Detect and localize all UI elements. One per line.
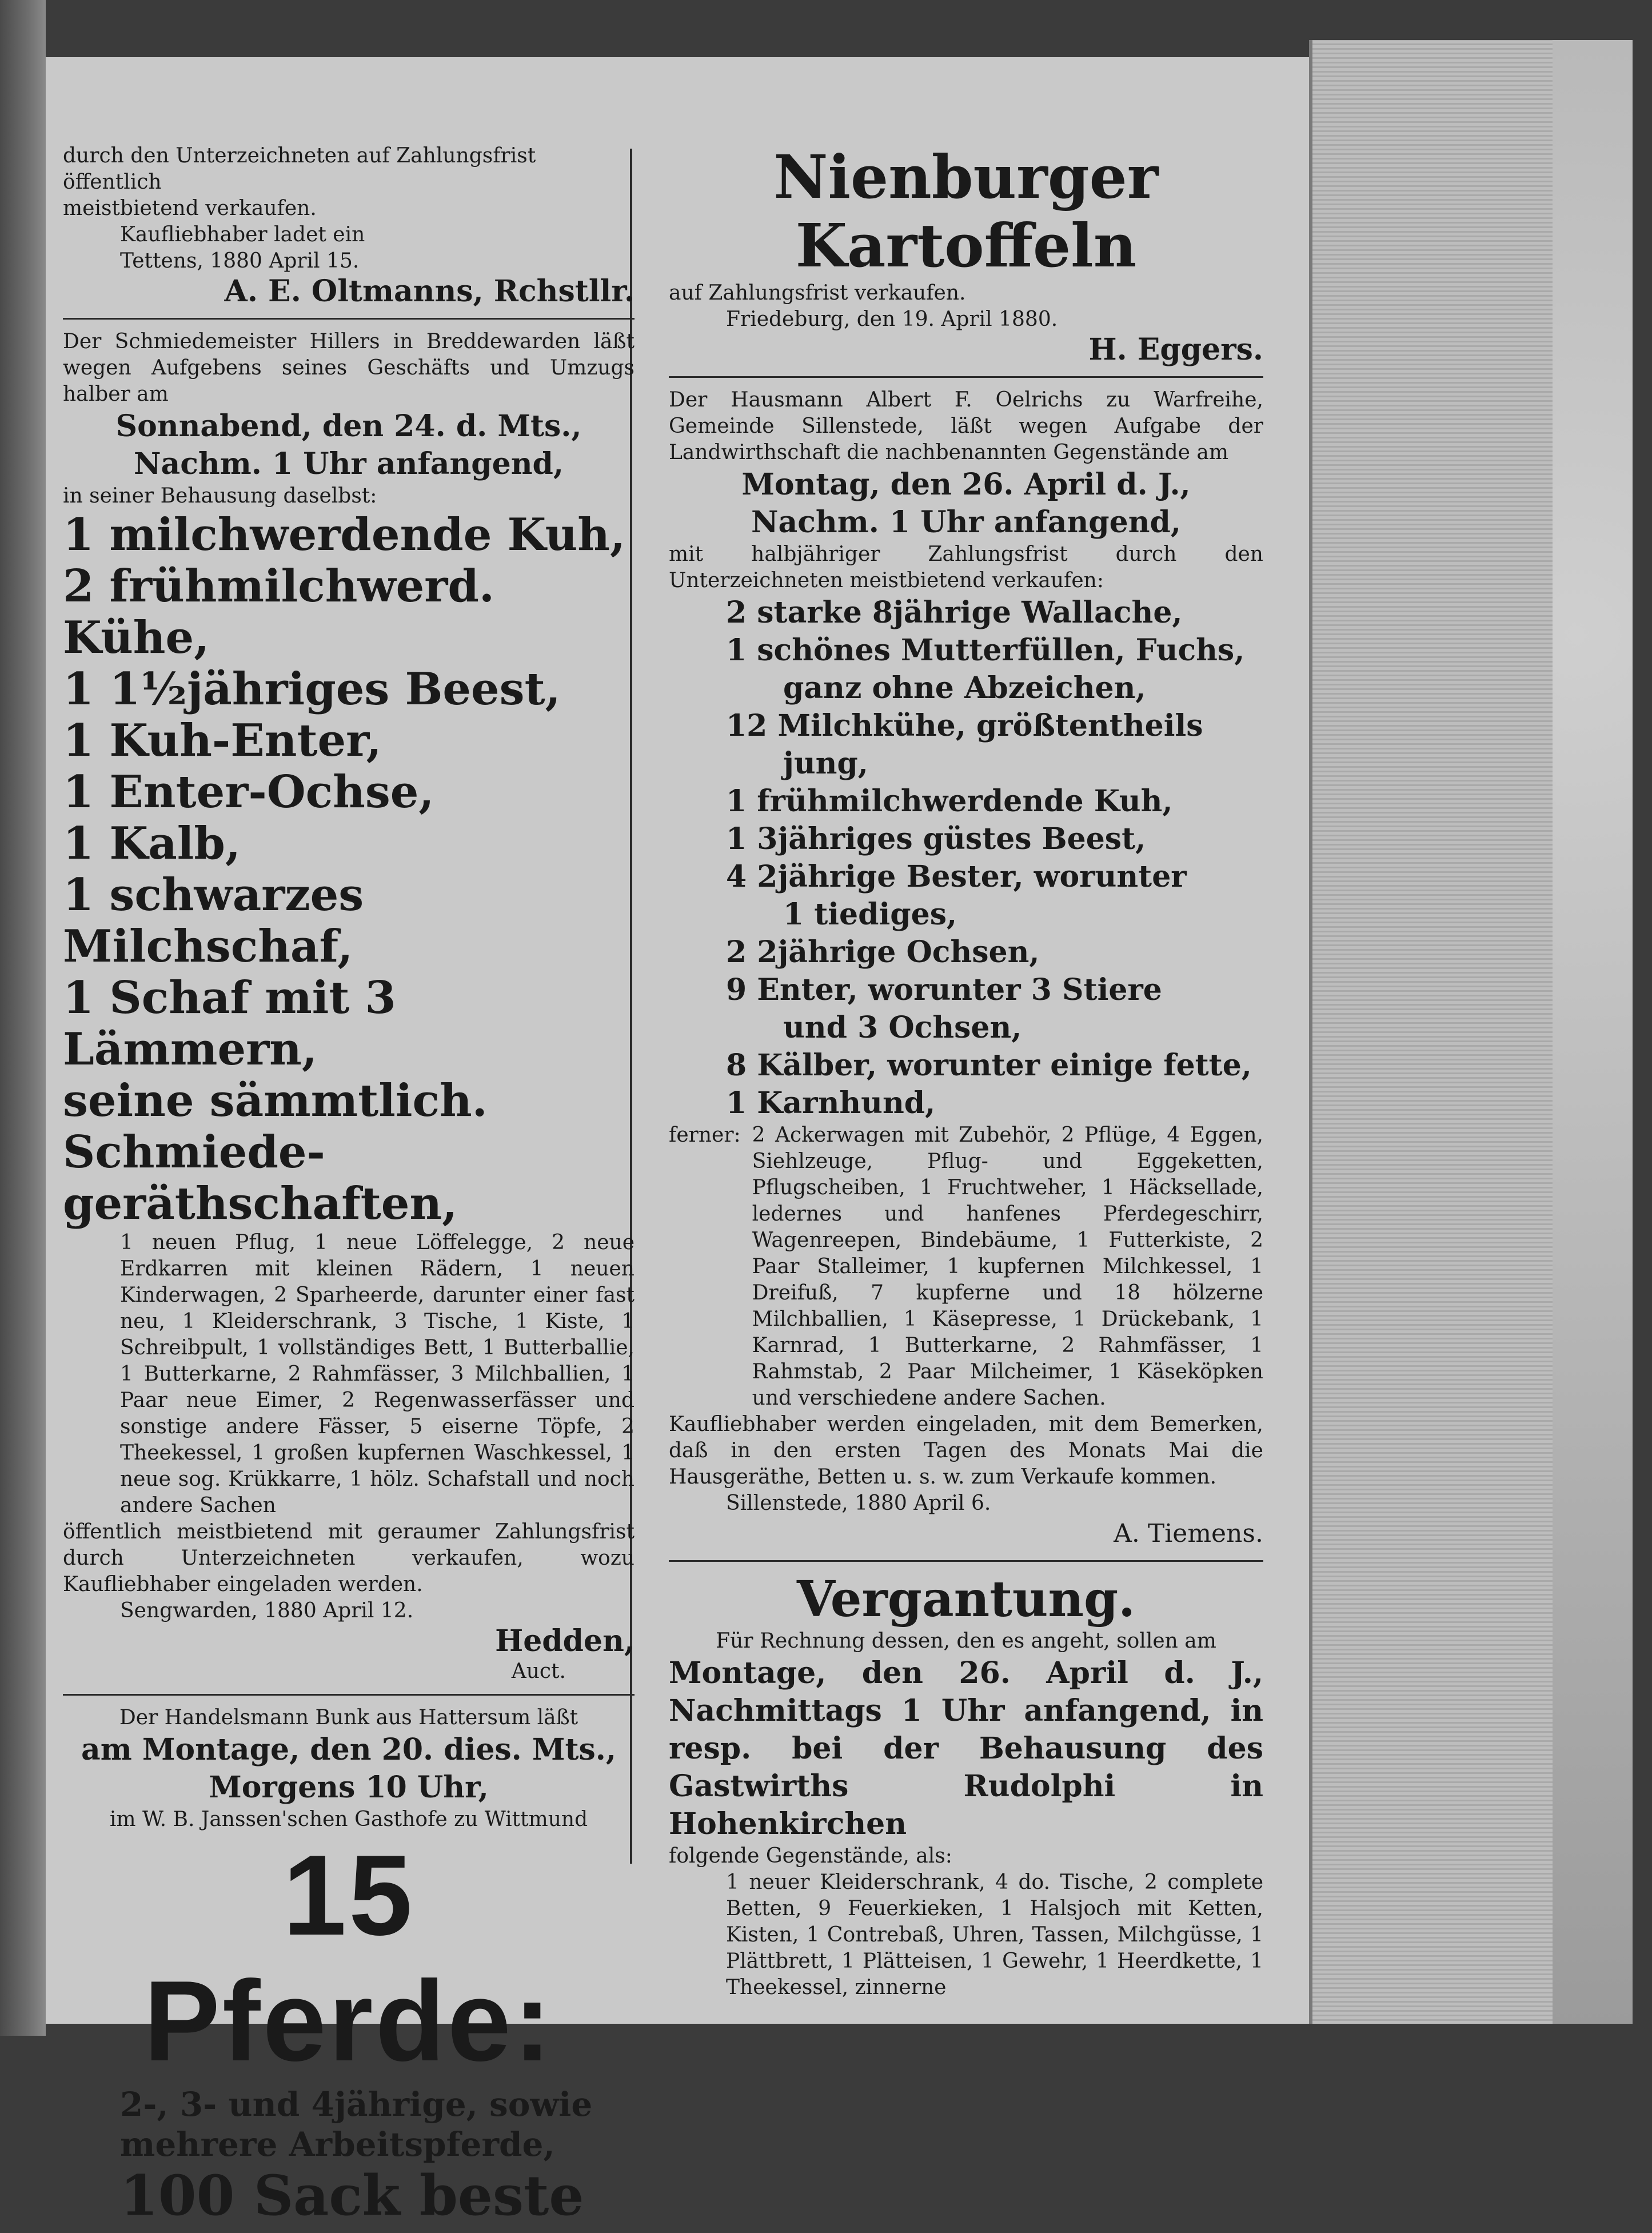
ad-oltmanns xyxy=(63,143,635,309)
ad-intro: Der Handelsmann Bunk aus Hattersum läßt xyxy=(119,1706,578,1729)
ad-intro: Der Hausmann Albert F. Oelrichs zu Warfreihe, Gemeinde Sillenstede, läßt wegen Aufgabe der Landwirthschaft die nachbenannten Gegenstände am xyxy=(669,388,1263,464)
ad-place-line: im W. B. Janssen'schen Gasthofe zu Wittmund xyxy=(109,1808,588,1831)
ad-item: geräthschaften, xyxy=(63,1178,458,1230)
book-cover-edge xyxy=(1553,40,1633,2024)
ad-details: 1 neuer Kleiderschrank, 4 do. Tische, 2 complete Betten, 9 Feuerkieken, 1 Halsjoch mit Ketten, Kisten, 1 Contrebaß, Uhren, Tassen, Milchgüsse, 1 Plättbrett, 1 Plätteisen, 1 Gewehr, 1 Heerdkette, 1 Theekessel, zinnerne xyxy=(726,1871,1263,1999)
ad-signature: Hedden, xyxy=(495,1624,635,1658)
ad-separator xyxy=(63,318,635,320)
ad-item: 2 2jährige Ochsen, xyxy=(726,935,1040,970)
ad-time-line: Nachm. 1 Uhr anfangend, xyxy=(751,505,1181,540)
ad-headline: 15 Pferde: xyxy=(143,1832,554,2085)
ad-ferner-text: 2 Ackerwagen mit Zubehör, 2 Pflüge, 4 Eggen, Siehlzeuge, Pflug- und Eggeketten, Pflugscheiben, 1 Fruchtweher, 1 Häcksellade, ledernes und hanfenes Pferdegeschirr, Wagenreepen, Bindebäume, 1 Futterkiste, 2 Paar Stalleimer, 1 kupfernen Milchkessel, 1 Dreifuß, 7 kupferne und 18 hölzerne Milchballien, 1 Käsepresse, 1 Drückebank, 1 Karnrad, 1 Butterkarne, 2 Rahmfässer, 1 Rahmstab, 2 Paar Milcheimer, 1 Käseköpken und verschiedene andere Sachen. xyxy=(752,1123,1263,1410)
ad-place-date: Sengwarden, 1880 April 12. xyxy=(120,1599,414,1622)
ad-item: 9 Enter, worunter 3 Stiere xyxy=(726,972,1162,1007)
ad-date-line: Sonnabend, den 24. d. Mts., xyxy=(115,409,582,444)
ad-terms: mit halbjähriger Zahlungsfrist durch den Unterzeichneten meistbietend verkaufen: xyxy=(669,543,1263,592)
ad-ferner xyxy=(669,1122,1263,1411)
ad-item: 1 schönes Mutterfüllen, Fuchs, xyxy=(726,633,1245,668)
ad-text-line: Kaufliebhaber ladet ein xyxy=(120,223,365,246)
ad-date-line: Montag, den 26. April d. J., xyxy=(741,467,1191,502)
ad-headline: Nienburger Kartoffeln xyxy=(773,142,1159,281)
ad-item: 1 tiediges, xyxy=(783,897,957,932)
ad-item: 1 frühmilchwerdende Kuh, xyxy=(726,784,1173,819)
ad-item: 1 1½jähriges Beest, xyxy=(63,663,561,715)
ad-text-line: Tettens, 1880 April 15. xyxy=(120,249,360,273)
ad-signature-title: Auct. xyxy=(511,1660,566,1683)
ad-line: mehrere Arbeitspferde, xyxy=(120,2125,555,2164)
ad-closing: Kaufliebhaber werden eingeladen, mit dem Bemerken, daß in den ersten Tagen des Monats Mai die Hausgeräthe, Betten u. s. w. zum Verkaufe kommen. xyxy=(669,1413,1263,1489)
ad-item: jung, xyxy=(783,746,868,781)
ad-signature: A. E. Oltmanns, Rchstllr. xyxy=(224,274,635,309)
newspaper-page xyxy=(46,57,1309,2228)
ad-time-line: Nachm. 1 Uhr anfangend, xyxy=(134,446,564,481)
ad-item: seine sämmtlich. Schmiede- xyxy=(63,1075,488,1178)
ad-bunk xyxy=(63,1705,635,2227)
ad-item: 1 Kalb, xyxy=(63,818,241,870)
left-column xyxy=(63,143,635,2233)
ad-text-line: durch den Unterzeichneten auf Zahlungsfrist öffentlich xyxy=(63,144,536,194)
ad-place-date: Sillenstede, 1880 April 6. xyxy=(726,1492,991,1515)
ad-item: 1 Karnhund, xyxy=(726,1086,936,1121)
ad-place-date: Friedeburg, den 19. April 1880. xyxy=(726,308,1058,331)
ad-separator xyxy=(63,1694,635,1696)
ad-vergantung xyxy=(669,1571,1263,2001)
right-column xyxy=(669,143,1263,2007)
ad-item: 12 Milchkühe, größtentheils xyxy=(726,708,1203,743)
ad-item: 2 starke 8jährige Wallache, xyxy=(726,595,1183,630)
ad-separator xyxy=(669,376,1263,378)
ad-date-line: am Montage, den 20. dies. Mts., xyxy=(81,1732,616,1767)
ad-time-line: Morgens 10 Uhr, xyxy=(209,1770,489,1805)
ad-separator xyxy=(669,1560,1263,1562)
ad-item: 1 Schaf mit 3 Lämmern, xyxy=(63,972,396,1075)
ad-line: 100 Sack beste xyxy=(120,2163,584,2228)
ad-date-block: Montage, den 26. April d. J., Nachmittags 1 Uhr anfangend, in resp. bei der Behausung des Gastwirths Rudolphi in Hohenkirchen xyxy=(669,1656,1263,1841)
ad-signature: H. Eggers. xyxy=(1088,332,1263,367)
ad-item: 1 schwarzes Milchschaf, xyxy=(63,869,364,972)
ad-item: 1 3jähriges güstes Beest, xyxy=(726,822,1146,856)
ad-item: ganz ohne Abzeichen, xyxy=(783,671,1146,705)
ad-item: 1 Kuh-Enter, xyxy=(63,715,382,767)
ad-item: 1 milchwerdende Kuh, xyxy=(63,509,626,561)
ad-item: 8 Kälber, worunter einige fette, xyxy=(726,1048,1252,1083)
ad-item: und 3 Ochsen, xyxy=(783,1010,1022,1045)
ad-line: 2-, 3- und 4jährige, sowie xyxy=(120,2085,593,2124)
ad-item: 4 2jährige Bester, worunter xyxy=(726,859,1187,894)
ad-intro: Der Schmiedemeister Hillers in Breddewarden läßt wegen Aufgebens seines Geschäfts und Umzugs halber am xyxy=(63,330,635,406)
ad-signature: A. Tiemens. xyxy=(1114,1519,1263,1548)
ad-lead: folgende Gegenstände, als: xyxy=(669,1844,952,1868)
ad-text: auf Zahlungsfrist verkaufen. xyxy=(669,281,966,305)
previous-page-edge xyxy=(0,0,46,2036)
ad-text-line: meistbietend verkaufen. xyxy=(63,197,317,220)
ad-item: 2 frühmilchwerd. Kühe, xyxy=(63,560,495,664)
ad-details: 1 neuen Pflug, 1 neue Löffelegge, 2 neue Erdkarren mit kleinen Rädern, 1 neuen Kinderwagen, 2 Sparheerde, darunter einer fast neu, 1 Kleiderschrank, 3 Tische, 1 Kiste, 1 Schreibpult, 1 vollständiges Bett, 1 Butterballie, 1 Butterkarne, 2 Rahmfässer, 3 Milchballien, 1 Paar neue Eimer, 2 Regenwasserfässer und sonstige andere Fässer, 5 eiserne Töpfe, 2 Theekessel, 1 großen kupfernen Waschkessel, 1 neue sog. Krükkarre, 1 hölz. Schafstall und noch andere Sachen xyxy=(120,1231,635,1517)
ad-headline: Vergantung. xyxy=(796,1570,1136,1628)
ad-closing: öffentlich meistbietend mit geraumer Zahlungsfrist durch Unterzeichneten verkaufen, wozu Kaufliebhaber eingeladen werden. xyxy=(63,1520,635,1596)
ad-eggers xyxy=(669,143,1263,367)
ad-item: 1 Enter-Ochse, xyxy=(63,766,434,818)
ad-oelrichs xyxy=(669,387,1263,1551)
ad-hillers xyxy=(63,329,635,1685)
ad-intro: Für Rechnung dessen, den es angeht, sollen am xyxy=(716,1629,1216,1653)
ad-ferner-label: ferner: xyxy=(669,1123,741,1147)
ad-place-line: in seiner Behausung daselbst: xyxy=(63,484,377,508)
book-page-edges xyxy=(1309,40,1633,2024)
